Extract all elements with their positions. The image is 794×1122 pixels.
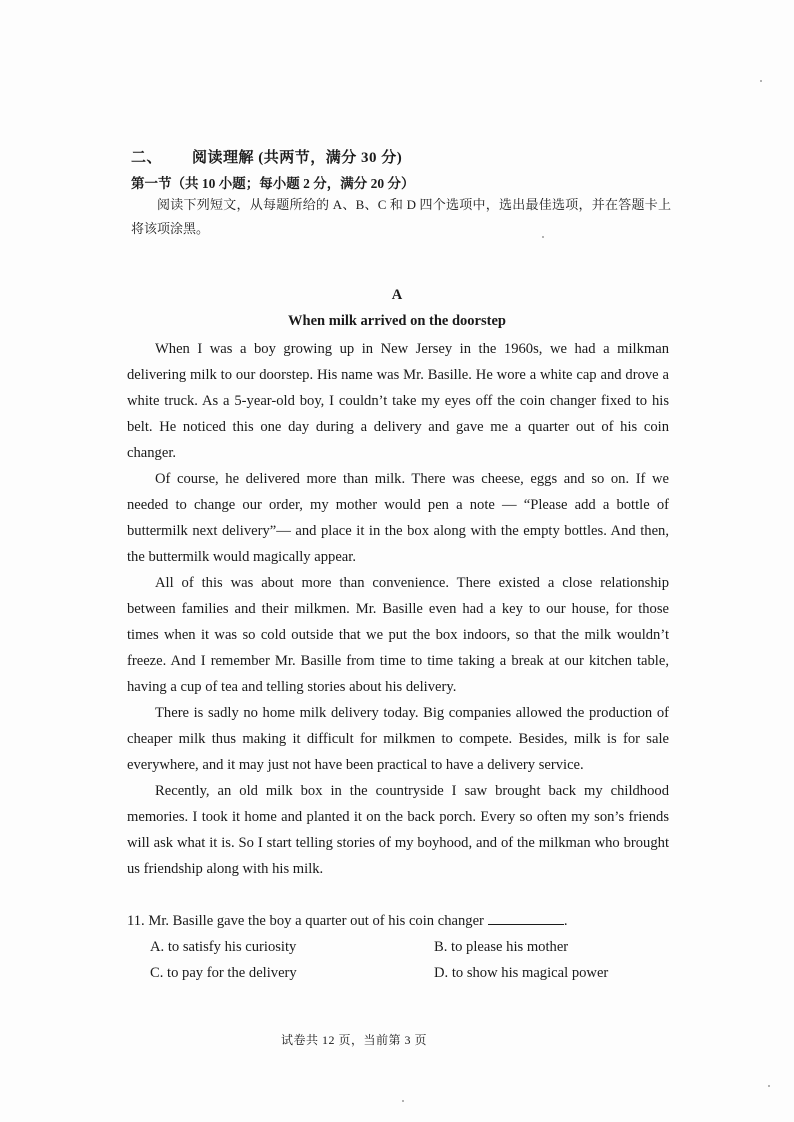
- option-a: A. to satisfy his curiosity: [150, 939, 297, 955]
- passage-letter: A: [391, 287, 403, 303]
- page-counter: 试卷共 12 页，当前第 3 页: [280, 1033, 427, 1047]
- passage-paragraph: There is sadly no home milk delivery today. Big companies allowed the production of cheaper milk thus making it difficult for milkmen to compete. Besides, milk is for sale everywhere, and it may just not have been practical to have a delivery service.: [127, 705, 669, 773]
- scan-speck: [402, 1100, 404, 1102]
- scan-speck: [768, 1085, 770, 1087]
- option-d: D. to show his magical power: [434, 965, 609, 981]
- option-b: B. to please his mother: [434, 939, 569, 955]
- section-title: 阅读理解 (共两节，满分 30 分): [192, 150, 403, 166]
- section-heading: [131, 146, 402, 167]
- options-row-2: [150, 960, 670, 986]
- passage-paragraph: All of this was about more than convenience. There existed a close relationship between families and their milkmen. Mr. Basille even had a key to our house, for those times when it was so cold outside that we put the box indoors, so that the milk wouldn’t freeze. And I remember Mr. Basille from time to time taking a break at our kitchen table, having a cup of tea and telling stories about his delivery.: [127, 575, 669, 695]
- scan-speck: [760, 80, 762, 82]
- scan-speck: [542, 236, 544, 238]
- options-row-1: [150, 934, 670, 960]
- section-number: 二、: [131, 150, 163, 166]
- passage-paragraph: When I was a boy growing up in New Jersey in the 1960s, we had a milkman delivering milk to our doorstep. His name was Mr. Basille. He wore a white cap and drove a white truck. As a 5-year-old boy, I couldn’t take my eyes off the coin changer fixed to his belt. He noticed this one day during a delivery and gave me a quarter out of his coin changer.: [127, 341, 669, 461]
- passage-paragraph: Of course, he delivered more than milk. There was cheese, eggs and so on. If we needed to change our order, my mother would pen a note — “Please add a bottle of buttermilk next delivery”— and place it in the box along with the empty bottles. And then, the buttermilk would magically appear.: [127, 471, 669, 565]
- instructions: 阅读下列短文，从每题所给的 A、B、C 和 D 四个选项中，选出最佳选项，并在答题卡上将该项涂黑。: [131, 197, 671, 236]
- passage-body: [127, 336, 669, 882]
- question-options: [150, 934, 670, 986]
- answer-blank: [488, 910, 564, 925]
- question-11: [127, 908, 687, 934]
- option-c: C. to pay for the delivery: [150, 965, 297, 981]
- question-stem: 11. Mr. Basille gave the boy a quarter out of his coin changer: [127, 913, 484, 929]
- passage-paragraph: Recently, an old milk box in the countryside I saw brought back my childhood memories. I took it home and planted it on the back porch. Every so often my son’s friends will ask what it is. So I start telling stories of my boyhood, and of the milkman who brought us friendship along with his milk.: [127, 783, 669, 877]
- passage-title: When milk arrived on the doorstep: [288, 313, 506, 329]
- subsection-heading: 第一节（共 10 小题；每小题 2 分，满分 20 分）: [131, 176, 415, 191]
- page-footer: [0, 1031, 794, 1048]
- question-end: .: [563, 913, 568, 929]
